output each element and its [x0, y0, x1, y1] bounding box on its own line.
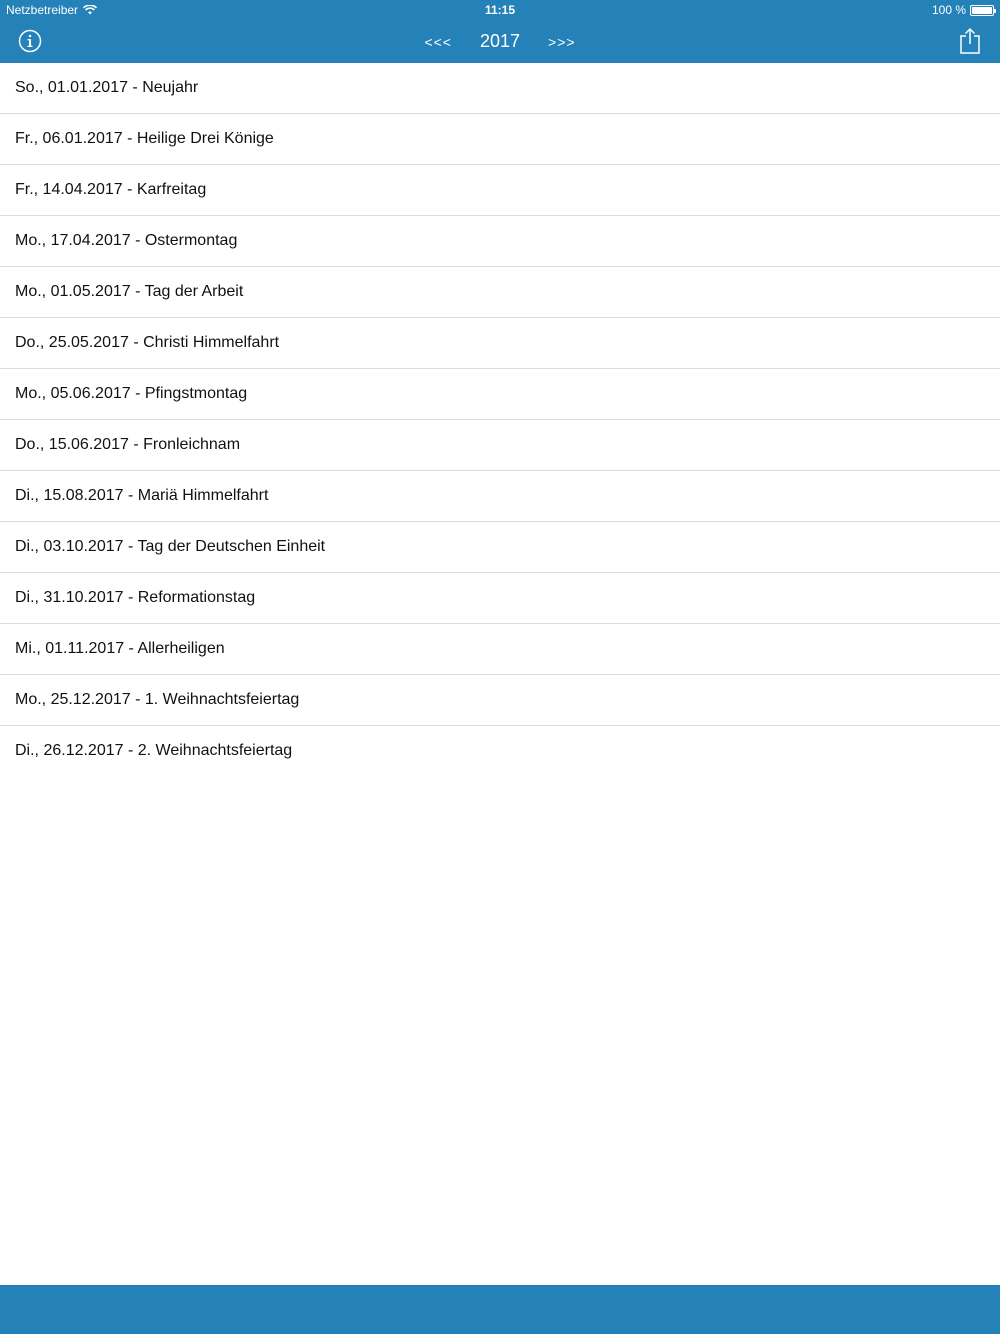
next-year-button[interactable]: >>> [548, 33, 576, 50]
previous-year-button[interactable]: <<< [424, 33, 452, 50]
year-title: 2017 [479, 31, 521, 51]
holiday-row[interactable]: So., 01.01.2017 - Neujahr [0, 63, 1000, 114]
status-bar [0, 0, 1000, 20]
holiday-row[interactable]: Di., 03.10.2017 - Tag der Deutschen Einheit [0, 522, 1000, 573]
holiday-row[interactable]: Mo., 05.06.2017 - Pfingstmontag [0, 369, 1000, 420]
carrier-label: Netzbetreiber [6, 3, 79, 17]
share-icon[interactable] [958, 27, 982, 55]
holiday-row[interactable]: Mo., 25.12.2017 - 1. Weihnachtsfeiertag [0, 675, 1000, 726]
top-bar [0, 0, 1000, 63]
holiday-row[interactable]: Fr., 06.01.2017 - Heilige Drei Könige [0, 114, 1000, 165]
status-battery [932, 3, 994, 17]
holiday-row[interactable]: Mo., 01.05.2017 - Tag der Arbeit [0, 267, 1000, 318]
holiday-list [0, 63, 1000, 776]
battery-percentage: 100 % [931, 3, 966, 17]
holiday-row[interactable]: Di., 26.12.2017 - 2. Weihnachtsfeiertag [15, 742, 293, 759]
navigation-bar [0, 20, 1000, 63]
battery-icon [970, 5, 994, 16]
holiday-row[interactable]: Fr., 14.04.2017 - Karfreitag [0, 165, 1000, 216]
holiday-row[interactable]: Mo., 17.04.2017 - Ostermontag [0, 216, 1000, 267]
status-time: 11:15 [484, 3, 516, 17]
holiday-row[interactable]: Do., 25.05.2017 - Christi Himmelfahrt [0, 318, 1000, 369]
holiday-row[interactable]: Do., 15.06.2017 - Fronleichnam [0, 420, 1000, 471]
bottom-toolbar [0, 1285, 1000, 1334]
holiday-row[interactable]: Di., 15.08.2017 - Mariä Himmelfahrt [0, 471, 1000, 522]
holiday-row[interactable]: Mi., 01.11.2017 - Allerheiligen [0, 624, 1000, 675]
year-navigator [0, 20, 1000, 63]
battery-fill [972, 7, 992, 14]
holiday-row[interactable]: Di., 31.10.2017 - Reformationstag [0, 573, 1000, 624]
